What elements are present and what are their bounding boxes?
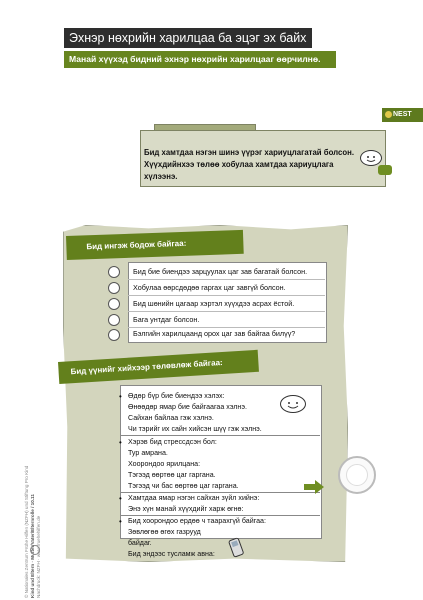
side-credit-line: © Nationales Zentrum Frühe Hilfen (NZFH) und Stiftung Pro Kind (24, 465, 29, 598)
bullet-icon: • (119, 494, 122, 503)
green-accent-icon (378, 165, 392, 175)
arrow-right-icon (303, 480, 325, 499)
side-credits (24, 378, 46, 598)
intro-note-line: Бид хамтдаа нэгэн шинэ үүрэг хариуцлагатай болсон. (144, 148, 354, 157)
brand-logo-icon (385, 111, 392, 118)
list-item: Бага унтдаг болсон. (133, 315, 200, 324)
section1-label: Бид ингэж бодож байгаа: (66, 230, 244, 260)
plan-line: Өнөөдөр ямар бие байгаагаа хэлнэ. (128, 403, 247, 411)
divider (120, 435, 320, 436)
plan-heading: Хамтдаа ямар нэгэн сайхан зүйл хийнэ: (128, 494, 260, 502)
plate-inner (346, 464, 368, 486)
intro-note-line: Хүүхдийнхээ төлөө хобулаа хамтдаа хариуцлага хүлээнэ. (144, 160, 334, 181)
side-credit-line: Kind und Eltern · Mutter/Vater/Elternrolle / 10.11 (30, 494, 35, 598)
checkbox-circle[interactable] (108, 329, 120, 341)
plan-line: Энэ хүн манай хүүхдийг харж өгнө: (128, 505, 244, 513)
divider (128, 279, 325, 280)
plan-heading: Хэрэв бид стрессдсэн бол: (128, 438, 217, 446)
list-item: Хобулаа өөрсдөдөө гаргах цаг завгүй болсон. (133, 283, 286, 292)
side-credit-line: Nachdruck: NZFH · www.fruehehilfen.de (36, 515, 41, 598)
plan-line: Хоорондоо ярилцана: (128, 460, 201, 468)
plan-line: Тур амрана. (128, 449, 168, 457)
plan-heading: Бид хоорондоо ердөө ч таарахгүй байгаа: (128, 517, 266, 525)
bullet-icon: • (119, 438, 122, 447)
plan-line: Зөвлөгөө өгөх газрууд (128, 528, 201, 536)
speech-smiley-icon (360, 150, 382, 166)
plan-line: Чи тэрийг их сайн хийсэн шүү гэж хэлнэ. (128, 425, 262, 433)
list-item: Бид бие биендээ зарцуулах цаг зав багатай болсон. (133, 267, 308, 276)
plan-line: Бид эндээс тусламж авна: (128, 550, 215, 558)
checkbox-circle[interactable] (108, 282, 120, 294)
plan-line: байдаг. (128, 539, 152, 547)
page-subtitle: Манай хүүхэд бидний эхнэр нөхрийн харилцааг өөрчилнө. (64, 51, 336, 68)
phone-icon (228, 537, 248, 564)
divider (128, 311, 325, 312)
checkbox-circle[interactable] (108, 298, 120, 310)
plan-heading: Өдөр бүр бие биендээ хэлэх: (128, 392, 225, 400)
bullet-icon: • (119, 517, 122, 526)
plan-line: Тэгээд өөртөө цаг гаргана. (128, 471, 216, 479)
divider (128, 295, 325, 296)
section2-label: Бид үүнийг хийхээр төлөвлөж байгаа: (58, 350, 259, 384)
plan-line: Сайхан байлаа гэж хэлнэ. (128, 414, 214, 422)
brand-tab: NEST (382, 108, 423, 122)
list-item: Бид шөнийн цагаар хэртэл хүүхдээ асрах ёстой. (133, 299, 295, 308)
speech-smiley-icon (280, 395, 306, 413)
checkbox-circle[interactable] (108, 266, 120, 278)
page-title: Эхнэр нөхрийн харилцаа ба эцэг эх байх (64, 28, 312, 48)
plan-line: Тэгээд чи бас өөртөө цаг гаргана. (128, 482, 239, 490)
page-number-circle (30, 545, 40, 555)
intro-note-text (144, 147, 356, 183)
checkbox-circle[interactable] (108, 314, 120, 326)
list-item: Бэлгийн харилцаанд орох цаг зав байгаа билүү? (133, 329, 296, 338)
bullet-icon: • (119, 392, 122, 401)
